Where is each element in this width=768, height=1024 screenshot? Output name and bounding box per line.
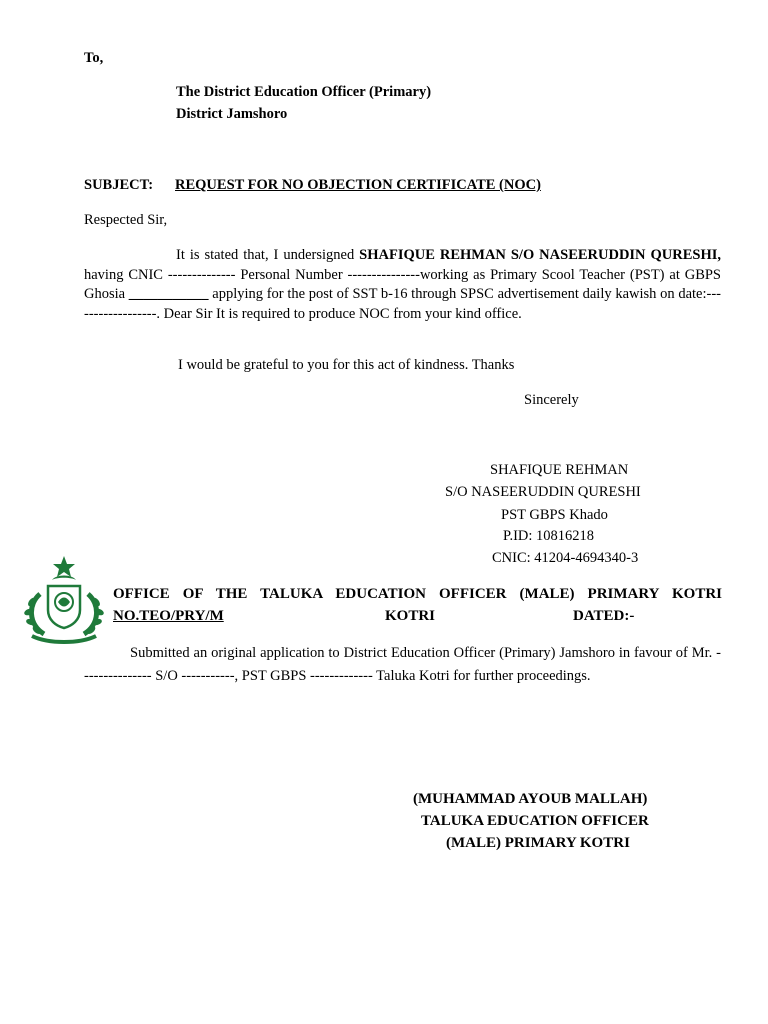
sender-father: S/O NASEERUDDIN QURESHI xyxy=(445,484,641,500)
body-p1-part3: applying for the post of SST b-16 through SPSC advertisement daily kawish on date:------------------. Dear Sir It is required to produce NOC from your kind office. xyxy=(84,286,721,322)
body-paragraph-2: I would be grateful to you for this act of kindness. Thanks xyxy=(178,357,515,373)
ref-dated: DATED:- xyxy=(573,608,635,624)
body-p1-blank: ___________ xyxy=(128,286,209,302)
body-p1-part2: having CNIC -------------- Personal Number ---------------working as Primary Scool Teacher (PST) at GBPS Ghosia xyxy=(84,266,721,302)
ref-place: KOTRI xyxy=(385,608,436,624)
recipient-line-1: The District Education Officer (Primary) xyxy=(176,84,432,100)
reference-line xyxy=(113,606,641,626)
sender-post: PST GBPS Khado xyxy=(501,507,608,523)
applicant-name: SHAFIQUE REHMAN S/O NASEERUDDIN QURESHI, xyxy=(359,247,721,263)
emblem-icon xyxy=(18,554,110,646)
officer-office: (MALE) PRIMARY KOTRI xyxy=(446,835,630,851)
sender-pid: P.ID: 10816218 xyxy=(503,528,595,544)
subject-text: REQUEST FOR NO OBJECTION CERTIFICATE (NOC) xyxy=(175,177,541,193)
salutation: Respected Sir, xyxy=(84,212,168,228)
endorsement-body-text: Submitted an original application to District Education Officer (Primary) Jamshoro in favour of Mr. --------------- S/O -----------, PST GBPS ------------- Taluka Kotri for further proceedings. xyxy=(84,645,721,684)
office-heading-text: OFFICE OF THE TALUKA EDUCATION OFFICER (MALE) PRIMARY KOTRI xyxy=(113,586,722,602)
closing: Sincerely xyxy=(524,392,579,408)
to-line: To, xyxy=(84,50,104,66)
body-p1-part1: It is stated that, I undersigned xyxy=(176,247,360,263)
sender-cnic: CNIC: 41204-4694340-3 xyxy=(492,550,639,566)
subject-label: SUBJECT: xyxy=(84,177,154,193)
officer-title: TALUKA EDUCATION OFFICER xyxy=(421,813,649,829)
recipient-line-2: District Jamshoro xyxy=(176,106,288,122)
endorsement-body xyxy=(84,642,721,687)
ref-number: NO.TEO/PRY/M xyxy=(113,608,224,624)
office-heading xyxy=(113,584,722,604)
officer-name: (MUHAMMAD AYOUB MALLAH) xyxy=(413,791,648,807)
sender-name: SHAFIQUE REHMAN xyxy=(490,462,629,478)
body-paragraph-1 xyxy=(84,246,721,324)
